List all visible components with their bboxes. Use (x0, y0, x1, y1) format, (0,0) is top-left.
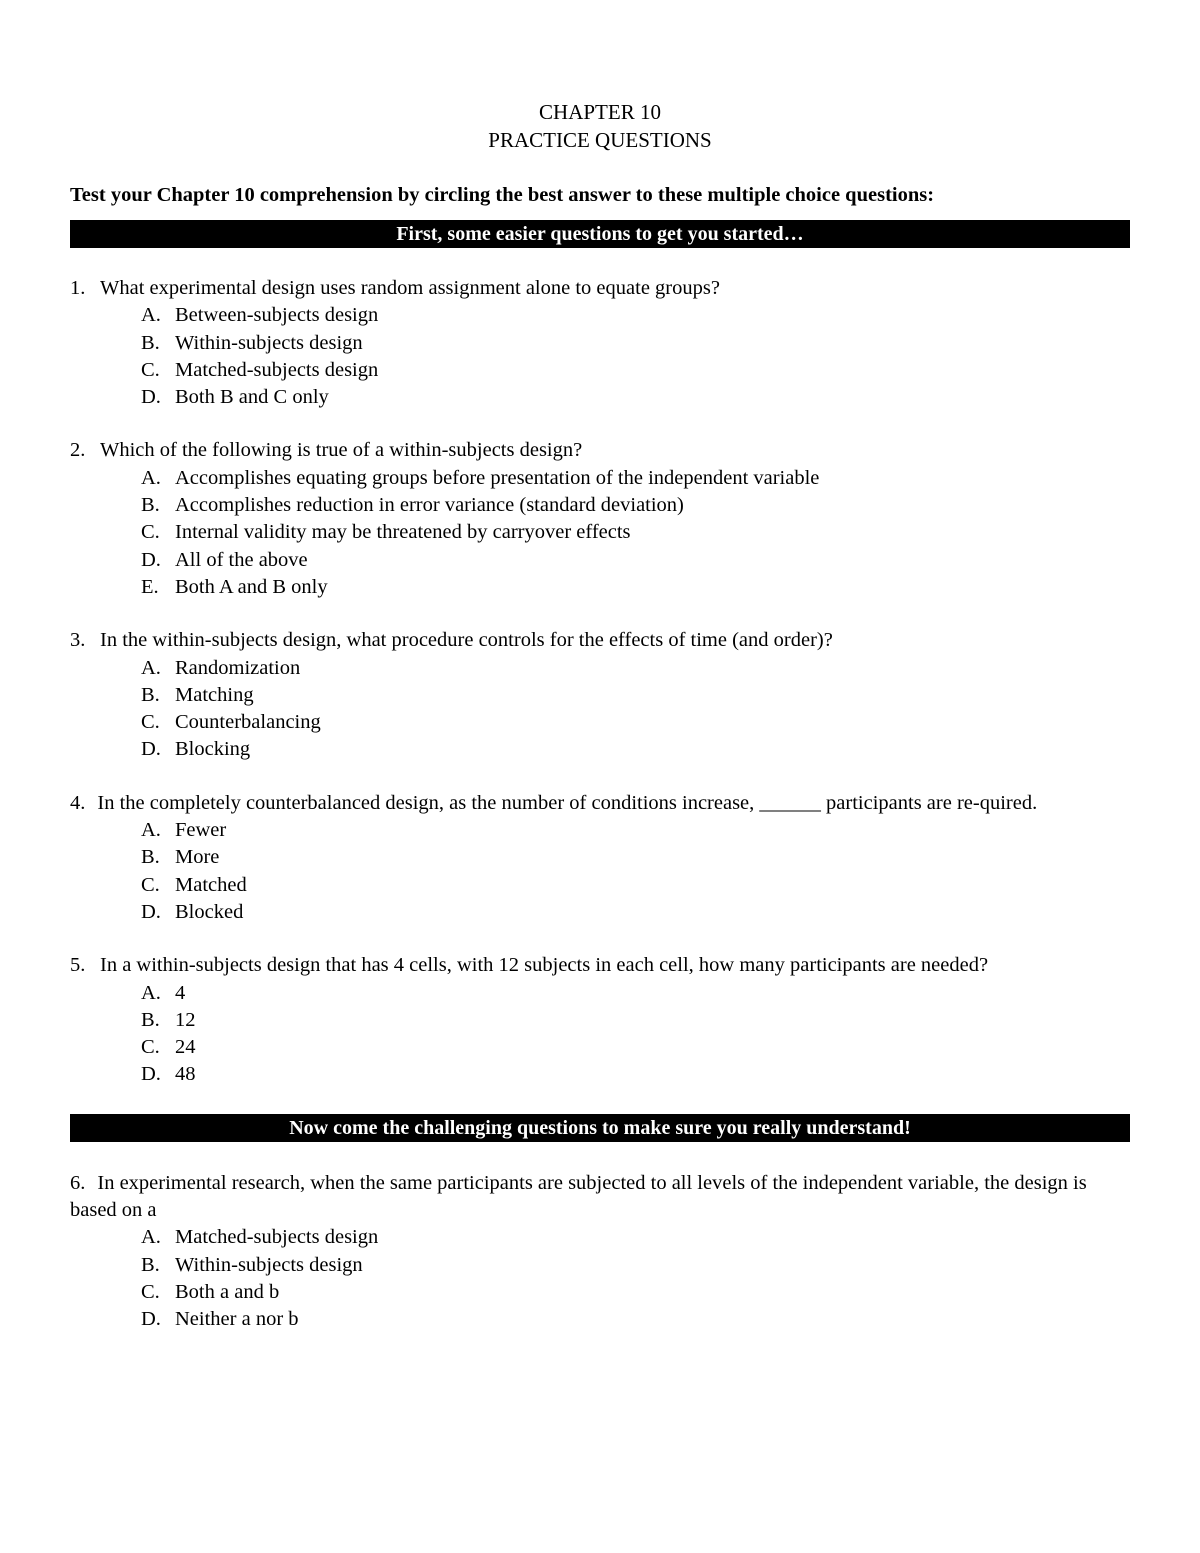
answer-option[interactable] (70, 547, 1130, 574)
option-text: Accomplishes equating groups before presentation of the independent variable (175, 466, 820, 489)
answer-option[interactable] (70, 682, 1130, 709)
option-letter: A. (141, 819, 161, 842)
option-letter: C. (141, 1036, 160, 1059)
option-text: 48 (175, 1063, 196, 1086)
option-text: Matched (175, 873, 247, 896)
option-text: 24 (175, 1036, 196, 1059)
option-text: Randomization (175, 656, 301, 679)
answer-options (70, 980, 1130, 1089)
question-stem (70, 627, 1130, 654)
question-stem (70, 437, 1130, 464)
option-letter: D. (141, 900, 161, 923)
option-letter: D. (141, 386, 161, 409)
question-text: Which of the following is true of a within-subjects design? (100, 439, 583, 462)
answer-option[interactable] (70, 1224, 1130, 1251)
option-letter: B. (141, 683, 160, 706)
option-text: Both A and B only (175, 575, 328, 598)
question-stem (70, 275, 1130, 302)
answer-option[interactable] (70, 330, 1130, 357)
question-number: 4. (70, 791, 86, 814)
answer-option[interactable] (70, 384, 1130, 411)
section-banner-challenging: Now come the challenging questions to make sure you really understand! (70, 1114, 1130, 1142)
answer-option[interactable] (70, 574, 1130, 601)
option-letter: D. (141, 738, 161, 761)
answer-option[interactable] (70, 709, 1130, 736)
answer-option[interactable] (70, 302, 1130, 329)
option-letter: D. (141, 1063, 161, 1086)
answer-options (70, 655, 1130, 764)
chapter-title: CHAPTER 10 (539, 100, 661, 124)
answer-option[interactable] (70, 1061, 1130, 1088)
answer-option[interactable] (70, 980, 1130, 1007)
answer-option[interactable] (70, 1034, 1130, 1061)
option-text: Between-subjects design (175, 304, 379, 327)
question-number: 6. (70, 1171, 86, 1194)
question-text: What experimental design uses random assignment alone to equate groups? (100, 277, 720, 299)
question-4 (70, 790, 1130, 926)
answer-option[interactable] (70, 872, 1130, 899)
question-stem (70, 952, 1130, 979)
question-number: 3. (70, 629, 86, 652)
answer-option[interactable] (70, 1007, 1130, 1034)
option-text: Matched-subjects design (175, 1226, 379, 1249)
question-number: 1. (70, 277, 86, 299)
question-number: 2. (70, 439, 86, 462)
option-text: Matched-subjects design (175, 358, 379, 381)
answer-option[interactable] (70, 655, 1130, 682)
option-letter: C. (141, 521, 160, 544)
option-letter: C. (141, 358, 160, 381)
answer-option[interactable] (70, 817, 1130, 844)
option-letter: A. (141, 304, 161, 327)
option-text: Both a and b (175, 1280, 280, 1303)
question-1 (70, 275, 1130, 411)
instructions-text: Test your Chapter 10 comprehension by circling the best answer to these multiple choice questions: (70, 184, 935, 206)
option-letter: D. (141, 1308, 161, 1331)
section-banner-easier: First, some easier questions to get you started… (70, 220, 1130, 248)
question-2 (70, 437, 1130, 601)
question-text: In a within-subjects design that has 4 cells, with 12 subjects in each cell, how many participants are needed? (100, 954, 989, 977)
option-text: Both B and C only (175, 386, 329, 409)
option-text: 4 (175, 981, 186, 1004)
question-stem (70, 1170, 1130, 1225)
option-text: Within-subjects design (175, 1253, 363, 1276)
question-3 (70, 627, 1130, 763)
question-5 (70, 952, 1130, 1088)
option-text: Within-subjects design (175, 331, 363, 354)
option-letter: A. (141, 1226, 161, 1249)
option-text: Neither a nor b (175, 1308, 299, 1331)
answer-option[interactable] (70, 357, 1130, 384)
question-6 (70, 1170, 1130, 1334)
answer-option[interactable] (70, 844, 1130, 871)
answer-options (70, 302, 1130, 411)
option-letter: C. (141, 1280, 160, 1303)
option-text: More (175, 846, 220, 869)
option-letter: B. (141, 846, 160, 869)
answer-options (70, 465, 1130, 601)
option-letter: A. (141, 656, 161, 679)
option-text: Internal validity may be threatened by carryover effects (175, 521, 631, 544)
option-text: Counterbalancing (175, 711, 321, 734)
option-text: Accomplishes reduction in error variance (standard deviation) (175, 494, 684, 517)
option-letter: B. (141, 331, 160, 354)
question-stem (70, 790, 1130, 817)
answer-options (70, 817, 1130, 926)
answer-option[interactable] (70, 736, 1130, 763)
answer-option[interactable] (70, 1306, 1130, 1333)
option-letter: B. (141, 1253, 160, 1276)
answer-option[interactable] (70, 492, 1130, 519)
option-letter: B. (141, 494, 160, 517)
option-letter: D. (141, 548, 161, 571)
question-number: 5. (70, 954, 86, 977)
answer-option[interactable] (70, 1279, 1130, 1306)
answer-option[interactable] (70, 465, 1130, 492)
option-letter: B. (141, 1008, 160, 1031)
option-text: Blocking (175, 738, 251, 761)
option-text: All of the above (175, 548, 308, 571)
answer-option[interactable] (70, 899, 1130, 926)
practice-questions-title: PRACTICE QUESTIONS (488, 128, 712, 152)
option-letter: C. (141, 711, 160, 734)
answer-option[interactable] (70, 1252, 1130, 1279)
option-text: Matching (175, 683, 254, 706)
option-letter: C. (141, 873, 160, 896)
option-letter: A. (141, 466, 161, 489)
answer-options (70, 1224, 1130, 1333)
question-text: In the within-subjects design, what procedure controls for the effects of time (and order)? (100, 629, 833, 652)
answer-option[interactable] (70, 519, 1130, 546)
option-text: Fewer (175, 819, 227, 842)
document-page (70, 98, 1130, 1334)
question-text: In the completely counterbalanced design, as the number of conditions increase, ______ participants are re-quired. (97, 791, 1038, 814)
option-text: Blocked (175, 900, 244, 923)
question-text: In experimental research, when the same participants are subjected to all levels of the independent variable, the design is based on a (70, 1171, 1087, 1222)
option-letter: E. (141, 575, 159, 598)
option-letter: A. (141, 981, 161, 1004)
option-text: 12 (175, 1008, 196, 1031)
